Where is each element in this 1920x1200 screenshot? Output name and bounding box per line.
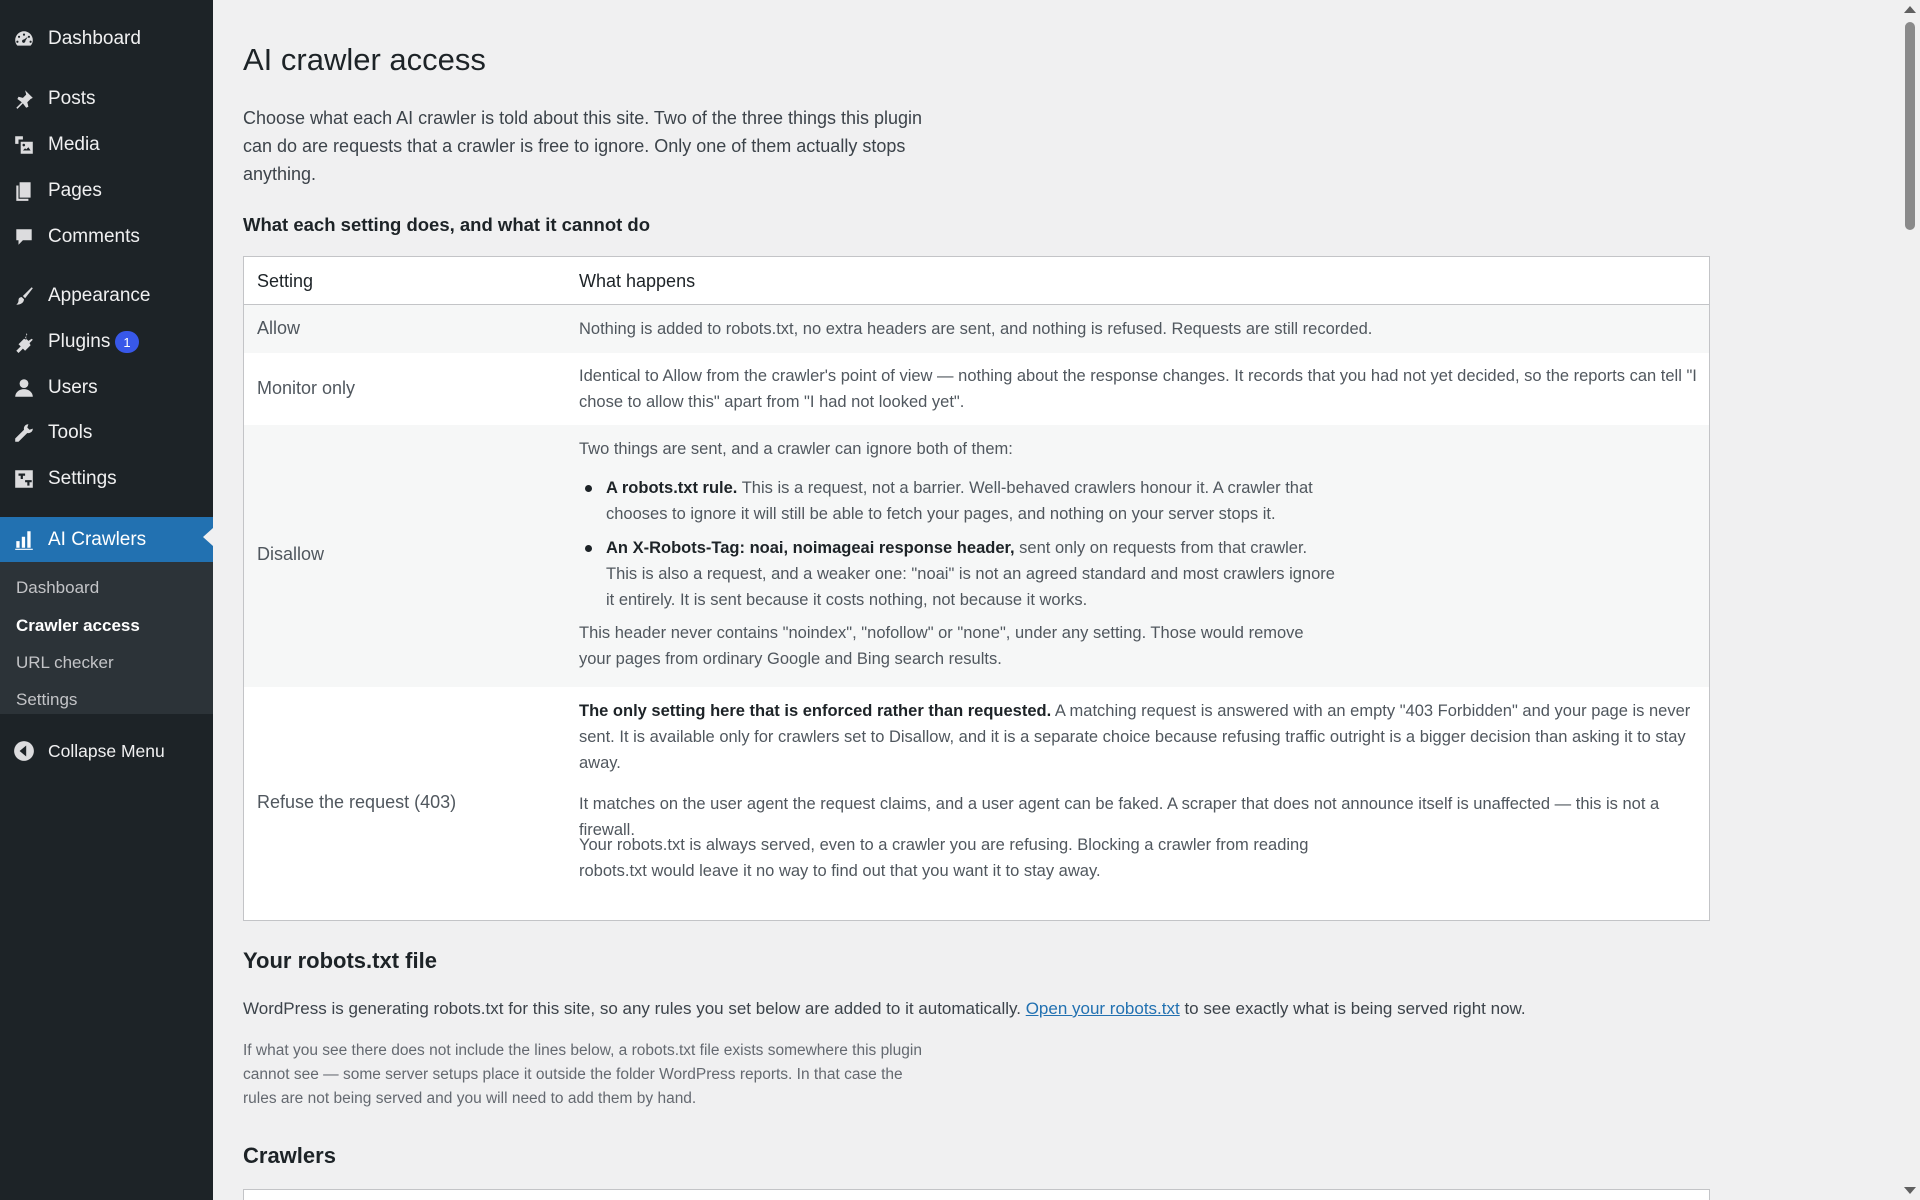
user-icon [12,376,36,400]
refuse-paragraph-3: Your robots.txt is always served, even to a crawler you are refusing. Blocking a crawler from reading robots.txt would leave it no way to find out that you want it to stay away. [579,836,1309,880]
collapse-label: Collapse Menu [48,740,165,761]
menu-label: Appearance [48,285,151,306]
menu-label: Comments [48,226,140,247]
column-header-setting: Setting [257,271,314,291]
setting-description: Nothing is added to robots.txt, no extra headers are sent, and nothing is refused. Requests are still recorded. [579,320,1373,338]
table-header [244,257,1709,305]
menu-item-tools[interactable] [0,413,213,453]
menu-item-dashboard[interactable] [0,19,213,59]
menu-label: Pages [48,180,102,201]
table-row-monitor-only [244,353,1709,425]
menu-label: Tools [48,422,93,443]
menu-item-appearance[interactable] [0,276,213,316]
setting-description: Identical to Allow from the crawler's point of view — nothing about the response changes. It records that you had not yet decided, so the reports can tell "I chose to allow this" apart from "I had not looked yet". [579,367,1697,411]
page-scrollbar[interactable] [1900,0,1920,1200]
settings-table [243,256,1710,921]
refuse-text: A matching request is answered with an empty "403 Forbidden" and your page is never sent. It is available only for crawlers set to Disallow, and it is a separate choice because refusing traffic outright is a bigger decision than asking it to stay away. [579,702,1691,772]
disallow-intro: Two things are sent, and a crawler can ignore both of them: [579,440,1013,458]
scroll-up-arrow-icon[interactable] [1904,6,1916,13]
bullet-bold: A robots.txt rule. [606,479,738,497]
table-row-allow [244,305,1709,353]
disallow-outro: This header never contains "noindex", "nofollow" or "none", under any setting. Those would remove your pages from ordinary Google and Bing search results. [579,624,1304,668]
setting-name: Refuse the request (403) [257,792,457,812]
crawlers-table [243,1189,1710,1200]
menu-item-ai-crawlers[interactable] [0,517,213,562]
menu-item-media[interactable] [0,125,213,165]
wrench-icon [12,421,36,445]
bullet-text: This is a request, not a barrier. Well-behaved crawlers honour it. A crawler that chooses to ignore it will still be able to fetch your pages, and nothing on your server stops it. [606,479,1313,523]
pushpin-icon [12,87,36,111]
pages-icon [12,179,36,203]
column-header-what-happens: What happens [579,271,696,291]
menu-label: Posts [48,88,96,109]
settings-icon [12,467,36,491]
update-count-badge: 1 [115,331,139,353]
menu-label: Media [48,134,100,155]
menu-label: AI Crawlers [48,528,147,550]
menu-item-pages[interactable] [0,171,213,211]
dashboard-icon [12,27,36,51]
ai-crawlers-submenu [0,562,213,714]
menu-item-users[interactable] [0,368,213,408]
robots-note: If what you see there does not include the lines below, a robots.txt file exists somewhere this plugin cannot see — some server setups place it outside the folder WordPress reports. In that case the rules are not being served and you will need to add them by hand. [243,1042,922,1107]
bullet-text: sent only on requests from that crawler. This is also a request, and a weaker one: "noai" is not an agreed standard and most crawlers ignore it entirely. It is sent because it costs nothing, not because it works. [606,539,1335,609]
open-robots-link[interactable]: Open your robots.txt [1025,999,1180,1018]
crawlers-heading: Crawlers [243,1143,336,1168]
submenu-item-dashboard[interactable]: Dashboard [16,578,100,597]
menu-item-settings[interactable] [0,459,213,499]
refuse-emphasis: The only setting here that is enforced rather than requested. [579,702,1052,720]
scrollbar-thumb[interactable] [1905,22,1915,230]
admin-sidebar [0,0,213,1200]
collapse-menu-button[interactable] [0,731,213,771]
scroll-down-arrow-icon[interactable] [1904,1187,1916,1194]
setting-name: Disallow [257,544,325,564]
setting-name: Allow [257,318,301,338]
refuse-paragraph-1 [579,698,1697,776]
menu-item-plugins[interactable] [0,322,213,362]
bullet-bold: An X-Robots-Tag: noai, noimageai response header, [606,539,1015,557]
menu-item-comments[interactable] [0,217,213,257]
robots-text-after: to see exactly what is being served right now. [1179,999,1526,1018]
table-row-refuse [244,687,1709,921]
disallow-bullet-list [579,475,1339,613]
menu-label: Settings [48,468,117,489]
submenu-item-settings[interactable]: Settings [16,690,78,709]
submenu-item-url-checker[interactable]: URL checker [16,653,114,672]
robots-heading: Your robots.txt file [243,948,437,973]
robots-description [243,996,1526,1022]
paintbrush-icon [12,284,36,308]
menu-label: Plugins [48,331,111,352]
robots-text-before: WordPress is generating robots.txt for this site, so any rules you set below are added to it automatically. [243,999,1026,1018]
refuse-paragraph-2: It matches on the user agent the request claims, and a user agent can be faked. A scraper that does not announce itself is unaffected — this is not a firewall. [579,795,1660,839]
plugin-icon [12,330,36,354]
page-intro: Choose what each AI crawler is told about this site. Two of the three things this plugin can do are requests that a crawler is free to ignore. Only one of them actually stops anything. [243,108,923,184]
bar-chart-icon [12,528,36,552]
menu-label: Dashboard [48,28,141,49]
menu-label: Users [48,377,98,398]
setting-name: Monitor only [257,378,356,398]
collapse-arrow-icon [12,739,36,763]
table-heading: What each setting does, and what it cannot do [243,214,651,235]
table-row-disallow [244,425,1709,687]
list-item [579,535,1339,613]
comment-icon [12,225,36,249]
list-item [579,475,1339,527]
media-icon [12,133,36,157]
submenu-item-crawler-access[interactable]: Crawler access [16,616,140,635]
page-title: AI crawler access [243,42,486,77]
menu-item-posts[interactable] [0,79,213,119]
